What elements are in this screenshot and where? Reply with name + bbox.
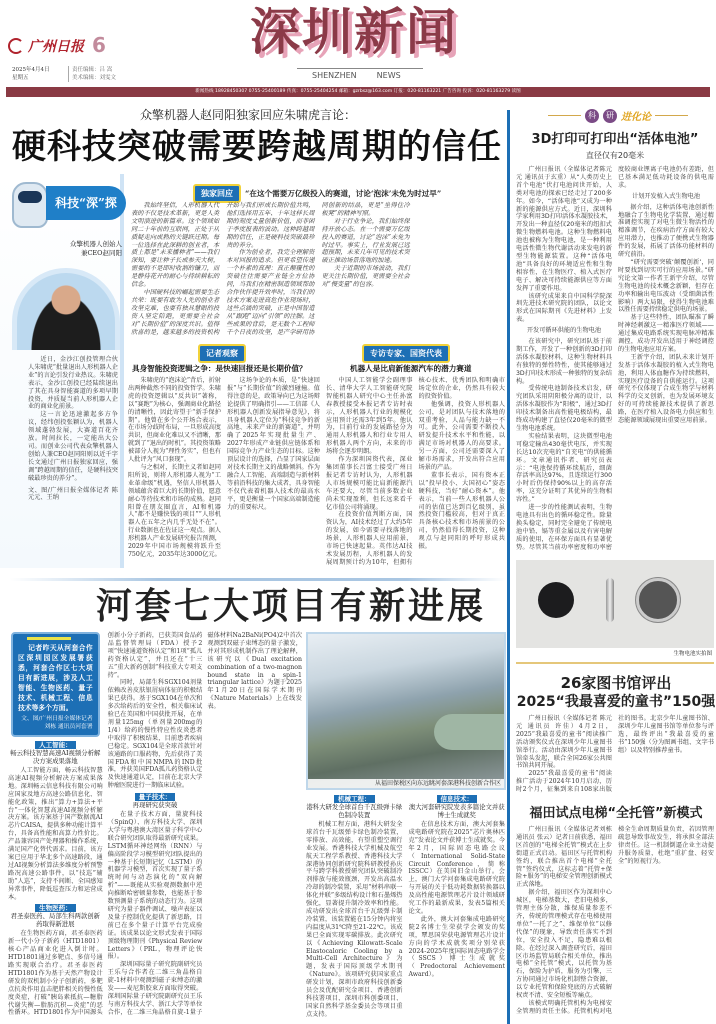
library-headline-1: 26家图书馆评出 [560, 674, 672, 692]
photo-caption: 众擎机器人创始人兼CEO赵同阳 [70, 240, 122, 257]
lead-intro [28, 356, 118, 502]
paragraph: 基于这些特性，团队瞄准了瞬时神经刺激这一精准医疗领域——通过集成电路系统实现电脉冲精准调控，成功开发出适用于神经调控的生物电池应用方案。 [618, 314, 714, 353]
paragraph: 朱啸虎的“泡沫论”背后，折射出两种截然不同的投资哲学。朱啸虎的投资逻辑以“反共识”著称，以“赛跑”为核心，强调商业化路径的清晰性，因此寄望于“新手保护期”。他曾在多个公开场合表示，在市场分歧时布局，一旦形成高度共识，但商业化难以又不清晰，那就到了“退出的时机”。其投资策略被部分人视为“理性务实”，但也有人批评为“风口套现”。 [128, 377, 221, 464]
section-title-rule [297, 68, 423, 69]
tag-char: 研 [603, 109, 617, 123]
section-head [108, 793, 203, 809]
quantum-title: 再现研究获突破 [132, 801, 178, 810]
paragraph: 据介绍，福田区作为深圳中心城区，电梯基数大，老旧电梯多，管理主体分散，维保质量参差不齐，传统的管理模式存在电梯使用单位“一托了之”、维保单位“以修代保”的现象，导致责任落实不到位，安全投入不足，隐患难以根除。在经过深入调查研究后，福田区市场监管局联合相关单位，推出电梯“全托管”模式，以托管为基石，保险为护盾，服务为引擎，三方协同通过市场化机制整合资源，以专业托管和保险兜底的方式破解权责不清、安全短板等痛点。 [516, 889, 612, 1000]
paragraph: 董事长表示，国有资本正以“投早投小、大国初心”姿态硬科技，当好“耐心资本”。他表示，当前一些人形机器人公司的估值已达到百亿级别，虽然投资门槛较高，但对于真正具备核心技术和市场前景的公司，仍然值得长期投资，这种观点与赵同阳的呼吁形成共振。 [418, 471, 505, 551]
exclusive-body [131, 202, 505, 338]
science-subhead-3: 计划开发植入式生物电池 [631, 192, 701, 200]
expert-headline: 机器人是比肩新能源汽车的潜力赛道 [350, 364, 472, 373]
paragraph: 2025“我最喜爱的童书”阅读推广活动于2024年10月启动，历时2个月，征集到来自108家出版社的图书。北京少年儿童图书馆、深圳少年儿童图书馆等单位参与评选，最终评出“我最喜爱的童书”150强（分为图画书组、文字书组）以及特别推荐童书。 [516, 715, 714, 794]
hetao-byline: 文、图/广州日报全媒体记者刘栋 通讯员河套署 [21, 716, 93, 730]
section-head [8, 904, 103, 928]
battery-photo-caption: 生物电池实拍图 [673, 651, 712, 657]
hetao-intro: 记者昨天从河套合作区深圳园区发展署获悉，河套合作区七大项目有新进展，涉及人工智能、生物医药、量子技术、机械工程、信息技术等多个方面。 [18, 644, 93, 712]
city-photo-caption: 从福田保税区向东远眺河套深港科技创新合作区 [308, 779, 504, 788]
city-photo [306, 632, 506, 790]
ai-title: 畅云科技智慧高速AI视频分析解决方案成果落地 [10, 749, 101, 765]
futian-headline: 福田试点电梯“全托管”新模式 [529, 806, 703, 821]
hotline-bar [6, 87, 710, 97]
byline: 文、图/广州日报全媒体记者 陈元元、王纳 [28, 486, 118, 502]
paragraph: 在量子技术方面，量旋科技（SpinQ）、南方科技大学、深圳大学与粤港澳大湾区量子科学中心联合研究团队取得最新研究成果。LSTM循环神经网络（RNN）与偏高阶段学习模型研究团队提出的一种基于长短期记忆（LSTM）的机器学习模型，首次实现了量子系统时间与动态演化的“双向解析”——既能从实验观测数据中逆向推断哈密顿量参数，也能基于参数预测量子系统的动态行为。这项研究为量子器件调试、噪声表征以及量子控制优化提供了新思路，目前已在多个量子计算平台完成验证。该成果以论文形式发表于国际顶级物理期刊《Physical Review Letters》（PRL，物理评论快报）。 [107, 811, 203, 961]
paragraph: 在该研究中，研究团队基于前期工作，开发了一种创新的3D打印活体水凝胶材料，这种生物材料具有独特的弹性特性，使其能够通过3D打印技术形成一种独特的复杂结构。 [516, 338, 612, 385]
paragraph: 在生物医药方面，君圣泰医药新一代小分子新药（HTD1801）核心产品商业化进入倒计时。HTD1801通过多靶点、多信号通路实现联合治疗。君圣泰医药HTD1801作为基于天然产物设计研发的双机制小分子创新药，多靶点抗炎作用直击肥胖相关的慢性低度炎症，打破“胰岛素抵抗—糖脂代谢失衡—脂肪沉积—炎症”的恶性循环。HTD1801作为中国源头创新小分子新药，已获美国食品药品监督管理局（FDA）授予2项“快速通道资格认定”和1项“孤儿药资格认定”，并且还在“十三五”重大新药创制“科技重大专项支持”。 [8, 632, 203, 1017]
paragraph: 与之相对，长期主义者如赵同阳所说，则将人形机器人视为“工业革命级”机遇，坚信人形机器人领域蕴含着巨大的长期价值，愿意耐心等待技术和市场的成熟。赵同阳曾在朋友圈直言，AI和机器人“都不是赚快钱的项目”“人形机器人在五年之内几乎无处不在”。行业数据也在佐证这一观点。据人形机器人产业发展研究报告预测，2029年中国市场规模将跃升至750亿元，2035年达3000亿元。 [128, 463, 221, 558]
paragraph: 作为创业者，我完全理解资本对回报的追求。但更希望传递一个朴素的真理：真正颠覆性的突破往往需要产业链全方位协同，当我们在精密制造领域帮助合作伙伴提升效率时，当我们的技术方案走进高危作业现场时，这些点滴的突破，正是中国智造从“跟跑”迈向“引领”的注脚。这些成果的背后，是无数个工程师千个日夜的攻坚，是产学研用协同创新的结晶，更是“坐得住冷板凳”的精神写照。 [226, 202, 410, 336]
paragraph: 此外，澳大河套集成电路研究院2名博士生荣获学会颁发的奖项，覃思国荣获电源管理芯片设计方向的学术成就奖项分别荣获2024-2025年度国际固态电路学会（SSCS）博士生成就奖（Predoctoral Achievement Award）。 [408, 915, 505, 979]
paragraph: 同时，局部生科SGX104剂量依赖改善皮肤银屑病体征的积极结果已获得。基于SGX104在单次和多次给药后的安全性，相关临床试验已在美国和中国获批开展，在单剂量125mg（单剂量200mg的1/4）给药的慢性特应性皮炎患者中取得了积极结果，目前患者疾病已稳定。SGX104是全球首款针对该通路的口服药物，先后获得了美国FDA和中国NMPA的IND批准，并获美国FDA孤儿药资格认定及快速通道认定，目前在北京大学肿瘤医院进行一期临床试验。 [107, 679, 203, 790]
column-logo-text: 科技“深”探 [46, 186, 126, 220]
paragraph: 作为深圳国资代表，深业集团董事长吕富士接受广州日报记者专访时认为，人形机器人市场规模可能比肩新能源汽车还要大，尽管当前多数企业尚未实现盈利，但长远来看千亿市值公司将涌现。 [326, 456, 413, 511]
date-block [12, 66, 50, 82]
expert-body [326, 377, 505, 573]
expert-badge: 专访专家、国资代表 [362, 344, 450, 363]
paragraph: 在信息技术方面，澳大河套集成电路研究院在2025“芯片奥林匹克”发表论文并获博士生成就奖。今年2月，国际固态电路会议（International Solid-State Circuit Conference，简称ISSCC）在美国旧金山举行。会上，澳门大学河套集成电路研究院与开展的关于低功耗数据转换器以及高性能电源管理芯片设计领域研究工作的最新成果，发表5篇相关论文。 [408, 821, 505, 915]
paragraph: 该研究成果来自中国科学院深圳先进技术研究院的团队，以论文形式在国际期刊《先进材料》上发表。 [516, 292, 612, 324]
quantum-badge: 量子技术： [135, 793, 176, 801]
paragraph: 进一步的性能测试表明，生物电池具有出色的循环稳定性。除量换头稳定，同时完全避免了传统电池中铅、镉等重金属以及有害电解质的使用，在环保方面具有显著优势。尽管其当前功率密度和功率密度较商业锂离子电池仍有差距，但已基本满足低功耗设备的供电需求。 [516, 166, 714, 551]
observer-headline: 具身智能投资逻辑之争：是快速回报还是长期价值？ [132, 364, 307, 373]
science-headline: 3D打印可打印出“活体电池” [531, 132, 699, 147]
weekday: 星期五 [12, 75, 29, 81]
science-subhead: 直径仅有20毫米 [585, 151, 645, 160]
mech-title: 港科大研发全球首台千瓦级弹卡绿色制冷装置 [306, 803, 403, 819]
battery-dark [538, 582, 574, 618]
paragraph: 实验结果表明，这块微型电池可稳定输出430毫伏电压，并实现长达10次充电的“自充电”的供能循环。文章通讯作者、研究员表示：“电池保持循环续航后，细菌存活率高达97%，且连续运行300小时后仍保持90%以上的高存活率，这充分证明了其优异的生物相容性。” [516, 432, 612, 504]
battery-photo [516, 560, 714, 648]
it-title: 澳大河套研究院发表多篇论文并获博士生成就奖 [408, 803, 505, 819]
hotline-text: 新闻热线 18928450307 0755-25400189 传真：0755-25404254 邮箱：gzrbsz@163.com 订报：020-81163221 广告咨询 投诉：020-81163279 读图 [195, 89, 521, 94]
paper-name: 广州日报 [28, 39, 84, 55]
mech-badge: 机械工程： [334, 795, 375, 803]
editor-block [68, 66, 116, 82]
paragraph: 受传统电池制备技术启发，研究团队采用阴阳极分离的设计，以活体水凝胶作为“阳极”，通过3D打印技术制备出高性能电极结构，最终成功构建了直径仅20毫米的微型生物电池系统。 [516, 385, 612, 432]
section-head [8, 741, 103, 765]
section-head [409, 795, 506, 819]
library-headline-2: 2025“我最喜爱的童书”150强 [516, 694, 716, 710]
paragraph: 我始终坚信，人形机器人代表的不仅是技术革新，更是人类文明演进的新篇章。这个领域如同二十年前的互联网，正处于从质疑走向成熟的关键跃迁期。每一位选择在此深耕的创业者，本质上都是“未来播种者”——我们深知，要让种子长成参天大树，需要的不是即时收割的镰刀，而是静待花开的耐心与持续耕耘的信念。 [131, 202, 220, 289]
art-editor: 美术编辑：刘雯文 [72, 75, 117, 81]
biomed-title: 君圣泰医药、局部生科两款创新药取得新进展 [10, 912, 101, 929]
exclusive-badge: 独家回应 [193, 184, 241, 203]
paper-logo [8, 36, 84, 56]
paragraph: 据介绍，这种活体电池创新性地融合了生物电化学装置，通过精准调控实现了对电生微生物活性的精准调节，在疾病治疗方面有较大应用潜力，也推动了便携式生物器件的发展，拓展了活体功能材料的研究前沿。 [618, 203, 714, 259]
blue-divider [507, 110, 510, 1024]
page-number: 6 [92, 33, 106, 57]
observer-body [128, 377, 320, 573]
section-title-en [312, 71, 401, 80]
paragraph: 关于近期的市场波动，我们更关注长期价值，更需要全社会对“慢变量”的包容。 [321, 265, 410, 289]
futian-body [516, 826, 714, 1022]
paragraph: 深圳国际量子研究院副研究员王乐与合作者在二维三角晶格自旋-1材料中观测到磁子束缚态的激发——麦尼斯胶束方面取得突破。深圳国际量子研究院副研究员王乐与南方科技大学、浙江大学等单位合作，在二维三角晶格自旋-1量子磁体材料Na2BaNi(PO4)2中首次观测到双磁子束缚态的量子激发，并对其形成机制作出了理论解释，该研究以《Dual excitation combination of a two-magnon bound state in a spin-1 triangular lattice》为题于2025年1月20日在国际学术期刊《Nature Materials》上在线发表。 [107, 632, 302, 1016]
biomed-badge: 生物医药： [35, 904, 76, 912]
paragraph: 机械工程方面，港科大研发全球首台千瓦级弹卡绿色制冷装置，零排放、高效能，有望重塑空调行业发展。香港科技大学机械及航空航天工程学系教授、香港科技大学深港协同创新研究院科研教授孙庆平与跨学科教授研究团队突破制冷剂排放与能效瓶颈，开发出高温水冷却的制冷装置，采用“材料串联一体化并联”多级结构设计和石墨烯热强化，显著提升制冷效率和性能。成功研发出全球首台千瓦级弹卡制冷装置，该装置能在15分钟内将室内温度从31℃降至21-22℃。该成果已全面实现零碳排放。此次研究以《Achieving Kilowatt-Scale Elastocaloric Cooling by a Multi-Cell Architecture》为题，发表于国际顶级学术期刊《Nature》。该项研究获国家重点研发计划，深圳市政府科技创新委员会及优配研究金项目、香港创新科技署项目、深圳市科创委项目、国家自然科学基金委员会等项目重点支持。 [306, 821, 403, 1018]
column-logo [8, 174, 128, 236]
hetao-intro-box [11, 632, 100, 737]
paragraph: 中国人工智能学会副理事长、清华大学人工智能研究院智能机器人研究中心主任孙富春教授接受本报记者专访时表示，人形机器人行业的规模化应用预计还需3年到5年。他认为，目前行业的发展路径分为通用人形机器人和行业专用人形机器人两个方向，未来的市场将会逐步明朗。 [326, 377, 413, 456]
paragraph: 人工智能方面，畅云科技智慧高速AI视频分析解决方案成果落地。深圳畅云信息科技有限公司响应国家及地方高速公路信息化、智能化政策，推出“算力+算法+平台”一体化智慧高速AI视频分析解决方案。该方案基于国产数据流AI芯片CAISA，提供多种功能计算平台，具备高性能和高算力性价比。产品兼容国产处理器和操作系统，满足国产化替代需求。目前，该方案已应用于华北多个高速路段，通过AI视频分析算法多维度分析预警路况高速公路事件，以“技巡”辅助“人巡”，支持不间断、全国感知异常事件，降低巡查压力和运营成本。 [8, 767, 103, 901]
tag-char: 科 [585, 109, 599, 123]
exclusive-quote: “在这个需要万亿级投入的赛道，讨论‘泡沫’未免为时过早” [245, 189, 442, 198]
paragraph: 广州日报讯（全媒体记者刘栋 通讯员 张云）记者日前获悉，福田区首创的“电梯全托管”模式在上步街道正式启动。福田区与托管机构签约，联合推出首个电梯“全托管”签约仪式，这标志着“托管+保险+服务”的电梯安全管理创新模式正式落地。 [516, 826, 612, 889]
paragraph: 他强调，投资人形机器人公司，是对团队与技术落地的双重考验，人品与能力缺一不可。此外，公司需要不断投入研发提升技术水平和性能，以满足市场对机器人的高要求。另一方面，公司还需要深入了解市场需求，开发出符合应用场景的产品。 [418, 400, 505, 471]
hetao-under-photo [306, 795, 505, 1022]
section-rule [10, 578, 506, 581]
logo-swirl-icon [8, 38, 24, 54]
date: 2025年4月4日 [12, 67, 50, 73]
paragraph: 广州日报讯（全媒体记者陈元元 通讯员于玄重）从“人类历史上首个电池”伏打电池问世开始，人类对电池的探索已经走过了200多年。如今，“活体电池”又成为一种新的能源供应方式。近日，深圳科学家利用3D打印活体水凝胶技术，开发出一种直径仅20毫米的纽扣式微生物燃料电池。这种生物燃料电池也被称为生物电池，是一种利用电活性微生物代谢活动来发电的新型生物能源装置。这种“活体电池”具备良好的环境适应性和生物相容性，在生物医疗、植入式医疗电子、解决可持续能源供应等方面发挥了重要作用。 [516, 166, 612, 292]
en-word: NEWS [376, 71, 401, 80]
masthead [0, 0, 716, 98]
observer-badge: 记者观察 [198, 344, 246, 363]
paragraph: 对于行业争论，我们始终保持开放心态。在一个需要万亿级投入的赛道，讨论“泡沫”未免为时过早。事实上，行业发展已远超预期，未来几年可见的技术突破正推动场景落地的加速。 [321, 217, 410, 265]
paragraph: 近日，金沙江创投管理合伙人朱啸虎“批量退出人形机器人企业”的言论引发行业热议。朱啸虎表示，金沙江创投已经陆续退出了其在具身智能赛道的多项早期投资，并质疑当前人形机器人企业的商业化前景。 [28, 356, 118, 411]
lead-kicker: 众擎机器人赵同阳独家回应朱啸虎言论： [140, 108, 357, 122]
paragraph: 这一言论迅速激起多方争议，经纬创投张颖认为，机器人领域蓬勃发展，大赛道百花齐放。时间拉长，一定能出大公司。而创业公司代表众擎机器人创始人兼CEO赵同阳则以近千字长文通过广州日报独家回应，强调“跨越周期的信任，是硬科技突破最珍贵的养分”。 [28, 411, 118, 482]
paragraph: 在投资价值判断方面，国资认为，AI技术经过了大约5年的发展，如今需要寻找落地的场景，人形机器人应用前景，市场已快速起量。英伟达AI技术发展历程，人形机器人的发展周期预计约为10年，但拥有核心技术、优秀团队和明确市场定位的企业，仍然具有较大的投资价值。 [326, 377, 505, 566]
science-body [516, 166, 714, 554]
editor: 责任编辑：吕 嵩 [72, 67, 113, 73]
ai-badge: 人工智能： [35, 741, 76, 749]
it-badge: 信息技术： [437, 795, 478, 803]
tag-text: 进化论 [621, 112, 651, 123]
hetao-headline: 河套七大项目有新进展 [96, 585, 487, 627]
robot-mascot-icon [12, 182, 48, 228]
yellow-rule [516, 662, 714, 664]
paragraph: 该模式明确托管机构为电梯安全管理的责任主体。托管机构对电梯全生命周期质量负责，若因管理疏忽导致事故发生，将承担全部法律责任。这一机制倒逼企业主动提升服务质量，杜绝“重扩盘、轻安全”的短视行为。 [516, 826, 714, 1015]
battery-side [606, 578, 614, 622]
paragraph: 王新宇介绍，团队未来计划开发基于活体水凝胶的植入式生物电池，利用人体血糖作为持续燃料，实现医疗设备的自供能运行。这项研究不仅体现了合成生物学与材料科学的交叉创新，也为发展环境友好的可持续能源技术提供了新思路，在医疗植入设备电力供应和生态能源领域展现出重要应用前景。 [618, 353, 714, 425]
battery-mesh [636, 578, 680, 622]
paragraph: “研究需要突破‘颠覆创新’，同时要找到切实可行的应用场景。”研究论文第一作者王新宇介绍，尽管生物电池的技术概念新颖，但存在功率和输出电压波动（受细菌活性影响）两大局限，使得生物电池难以胜任需要持续稳定供电的场景。 [618, 258, 714, 314]
paragraph: 中国硬科技的崛起需要生态共荣：既要有敢为人先的创业者攻坚克难，也要有独具慧眼的投资人坚定陪跑，更需要全社会对“长期价值”的深度共识。值得欣喜的是，越来越多的投资机构开始与我们形成长期价值共鸣，他们选择用五年、十年这样长周期的刻度丈量创新价值，而非困于季度报表的波动。这种跨越周期的信任，正是硬科技突破最珍贵的养分。 [131, 202, 315, 336]
section-title: 深圳新闻 [250, 2, 458, 61]
library-body [516, 715, 714, 799]
en-word: SHENZHEN [312, 71, 357, 80]
paragraph: 这场争论的本质，是“快速回报”与“长期价值”的激烈碰撞。值得注意的是，政策导向已为这场辩论提供了明确指引——工信部《人形机器人创新发展指导意见》，将具身机器人定位为“科技竞争的新高地、未来产业的新赛道”，并明确了2025年实现批量生产、2027年形成产业链供应链体系和国际竞争力产业生态的目标。这种顶层设计的选择，凸显了国家层面对技术长期主义的战略倾斜。作为融合人工智能、高端制造与新材料等前沿科技的集大成者，具身智能不仅代表着机器人技术的最高水平，更是衡量一个国家高端制造能力的重要标尺。 [227, 377, 320, 511]
hetao-columns [8, 632, 302, 1022]
paragraph: 广州日报讯（全媒体记者 陈元元 通讯员 许佳）4月2日，2025“我最喜爱的童书”阅读推广活动颁奖仪式在深圳少年儿童图书馆举行。活动由深圳少年儿童图书馆牵头发起，联合全国26家公共图书馆共同开展。 [516, 715, 612, 770]
section-head [306, 795, 403, 819]
lead-headline: 硬科技突破需要跨越周期的信任 [12, 127, 502, 167]
science-subhead-2: 开发可循环供能的生物电池 [526, 327, 602, 335]
science-tag [548, 108, 688, 123]
